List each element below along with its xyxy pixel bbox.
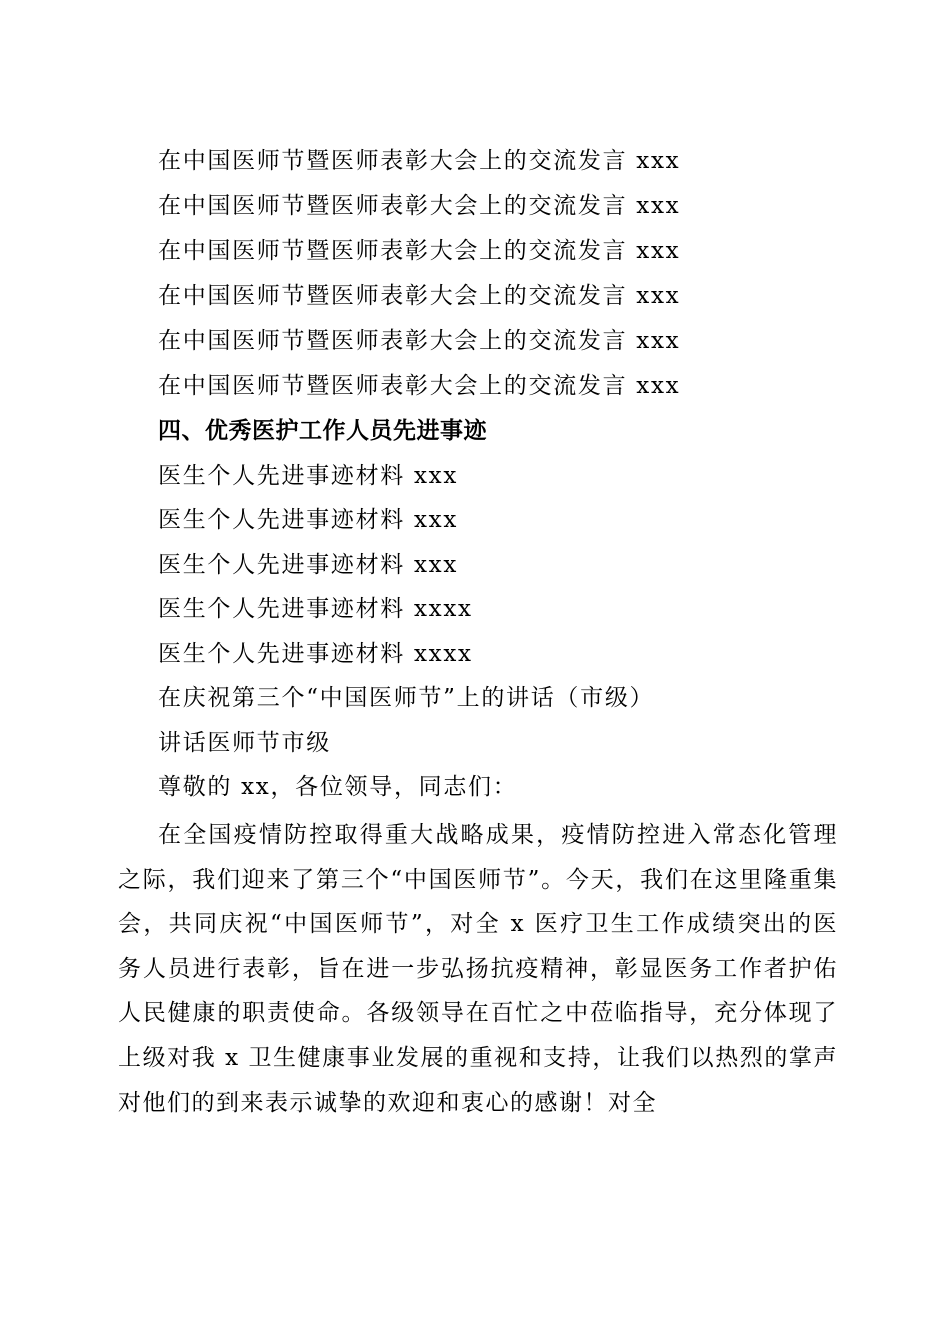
- speech-list-item: 在中国医师节暨医师表彰大会上的交流发言 xxx: [158, 373, 681, 399]
- speech-title: 在庆祝第三个“中国医师节”上的讲话（市级）: [158, 685, 655, 711]
- deeds-list-item: 医生个人先进事迹材料 xxx: [158, 463, 459, 489]
- section-heading: 四、优秀医护工作人员先进事迹: [158, 418, 487, 444]
- deeds-list-item: 医生个人先进事迹材料 xxxx: [158, 641, 473, 667]
- speech-list-item: 在中国医师节暨医师表彰大会上的交流发言 xxx: [158, 238, 681, 264]
- speech-list-item: 在中国医师节暨医师表彰大会上的交流发言 xxx: [158, 328, 681, 354]
- deeds-list-item: 医生个人先进事迹材料 xxxx: [158, 596, 473, 622]
- speech-list-item: 在中国医师节暨医师表彰大会上的交流发言 xxx: [158, 193, 681, 219]
- salutation: 尊敬的 xx，各位领导，同志们：: [158, 774, 518, 800]
- speech-list-item: 在中国医师节暨医师表彰大会上的交流发言 xxx: [158, 283, 681, 309]
- speech-list-item: 在中国医师节暨医师表彰大会上的交流发言 xxx: [158, 148, 681, 174]
- body-paragraph: 在全国疫情防控取得重大战略成果，疫情防控进入常态化管理之际，我们迎来了第三个“中国医师节”。今天，我们在这里隆重集会，共同庆祝“中国医师节”，对全 x 医疗卫生工作成绩突出的医务人员进行表彰，旨在进一步弘扬抗疫精神，彰显医务工作者护佑人民健康的职责使命。各级领导在百忙之中莅临指导，充分体现了上级对我 x 卫生健康事业发展的重视和支持，让我们以热烈的掌声对他们的到来表示诚挚的欢迎和衷心的感谢！对全: [118, 822, 838, 1116]
- keywords: 讲话医师节市级: [158, 730, 331, 756]
- deeds-list-item: 医生个人先进事迹材料 xxx: [158, 552, 459, 578]
- deeds-list-item: 医生个人先进事迹材料 xxx: [158, 507, 459, 533]
